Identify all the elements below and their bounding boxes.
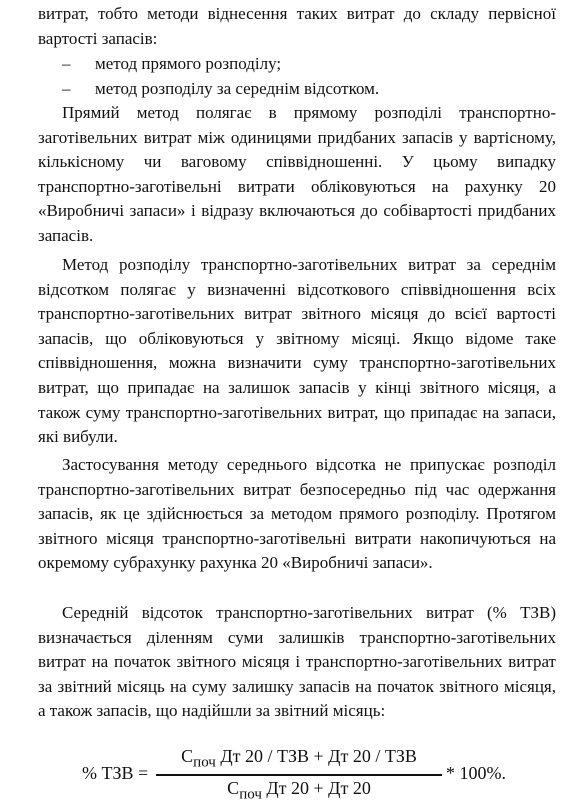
paragraph-direct-method-text: Прямий метод полягає в прямому розподілі транспортно-заготівельних витрат між одиницями придбаних запасів у вартісному, кількісному чи ваговому співвідношенні. У цьому випадку транспортно-заготівельні витрати обліковуються на рахунку 20 «Виробничі запаси» і відразу включаються до собівартості придбаних запасів. (38, 103, 556, 245)
paragraph-average-method-text: Метод розподілу транспортно-заготівельних витрат за середнім відсотком полягає у визначенні відсоткового співвідношення всіх транспортно-заготівельних витрат звітного місяця до всієї вартості запасів, що обліковуються у звітному місяці. Якщо відоме таке співвідношення, можна визначити суму транспортно-заготівельних витрат, що припадає на залишок запасів у кінці звітного місяця, а також суму транспортно-заготівельних витрат, що припадає на запаси, які вибули. (38, 255, 556, 447)
formula (82, 746, 542, 804)
formula-denominator-sub: поч (239, 786, 262, 803)
formula-rhs: * 100%. (446, 763, 506, 783)
formula-numerator-sub: поч (193, 754, 216, 771)
formula-lhs: % ТЗВ = (82, 763, 149, 783)
list-marker: – (62, 78, 71, 98)
methods-list (0, 52, 584, 101)
paragraph-application (38, 453, 556, 576)
formula-denominator-rest: Дт 20 + Дт 20 (261, 778, 371, 798)
paragraph-definition-text: Середній відсоток транспортно-заготівельних витрат (% ТЗВ) визначається діленням суми залишків транспортно-заготівельних витрат на початок звітного місяця і транспортно-заготівельних витрат за звітний місяць на суму залишку запасів на початок звітного місяця, а також запасів, що надійшли за звітний місяць: (38, 603, 556, 721)
paragraph-intro-text: витрат, тобто методи віднесення таких витрат до складу первісної вартості запасів: (38, 4, 556, 48)
list-item (0, 52, 584, 77)
fraction-bar (156, 774, 442, 776)
formula-denominator-c: С (227, 778, 240, 798)
list-marker: – (62, 54, 71, 73)
formula-numerator-c: С (181, 746, 194, 766)
list-item (0, 77, 584, 102)
paragraph-definition (38, 601, 556, 724)
formula-numerator (156, 746, 442, 772)
formula-numerator-rest: Дт 20 / ТЗВ + Дт 20 / ТЗВ (215, 746, 417, 766)
formula-denominator (156, 778, 442, 804)
list-item-text: метод розподілу за середнім відсотком. (95, 78, 380, 98)
paragraph-application-text: Застосування методу середнього відсотка не припускає розподіл транспортно-заготівельних витрат безпосередньо під час одержання запасів, як це здійснюється за методом прямого розподілу. Протягом звітного місяця транспортно-заготівельні витрати накопичуються на окремому субрахунку рахунка 20 «Виробничі запаси». (38, 455, 556, 573)
list-item-text: метод прямого розподілу; (95, 54, 282, 73)
paragraph-average-method (38, 253, 556, 450)
paragraph-direct-method (38, 101, 556, 249)
paragraph-intro (38, 2, 556, 51)
formula-fraction (156, 746, 442, 804)
